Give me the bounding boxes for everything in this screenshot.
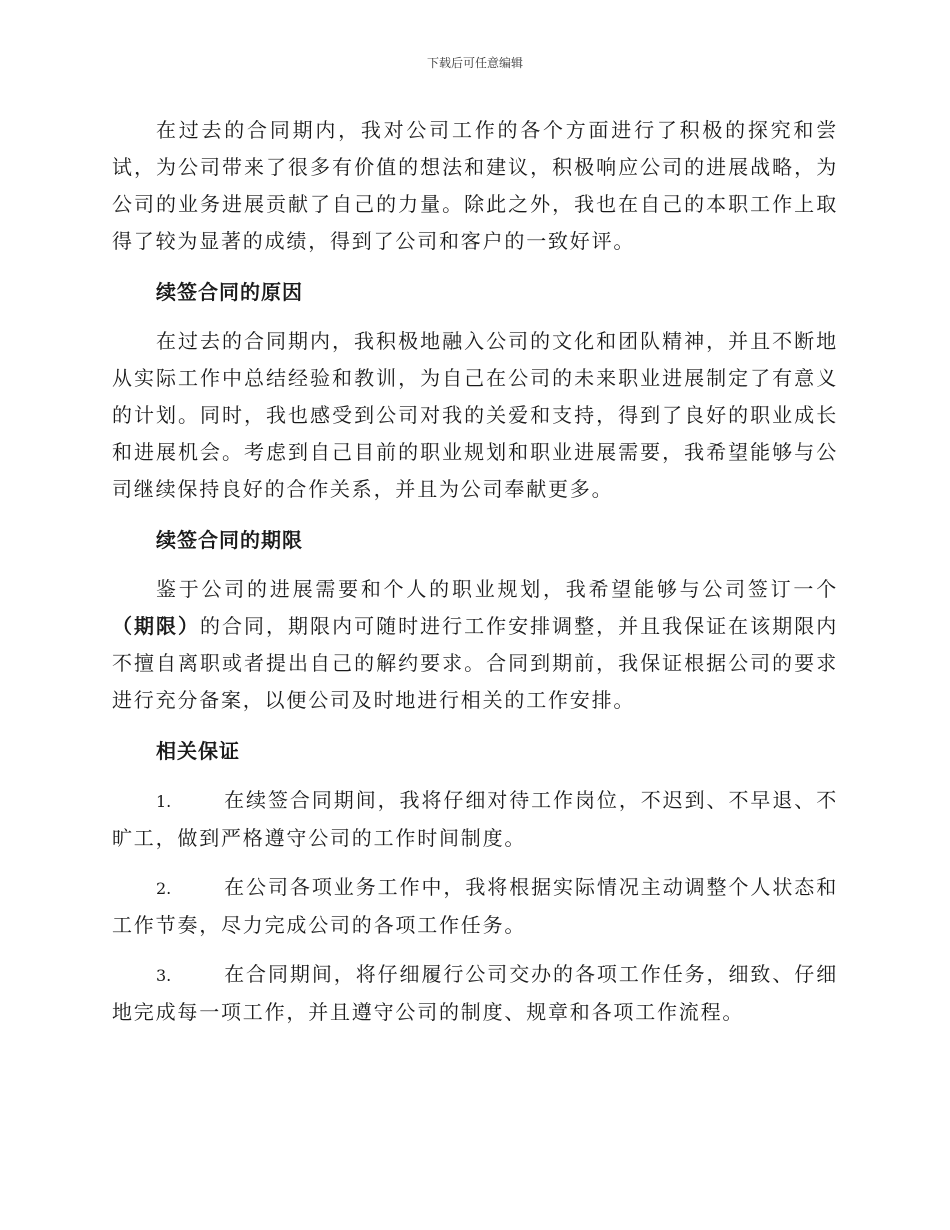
intro-paragraph: 在过去的合同期内，我对公司工作的各个方面进行了积极的探究和尝试，为公司带来了很多有价值的想法和建议，积极响应公司的进展战略，为公司的业务进展贡献了自己的力量。除此之外，我也在自己的本职工作上取得了较为显著的成绩，得到了公司和客户的一致好评。: [112, 118, 838, 253]
term-text-before: 鉴于公司的进展需要和个人的职业规划，我希望能够与公司签订一个: [156, 577, 838, 601]
list-number: 3.: [156, 966, 172, 985]
list-item: [112, 782, 838, 857]
section-heading-guarantees: 相关保证: [156, 739, 240, 763]
section-heading-renewal-reason: 续签合同的原因: [156, 280, 303, 304]
list-item-text: 在公司各项业务工作中，我将根据实际情况主动调整个人状态和工作节奏，尽力完成公司的各项工作任务。: [112, 875, 838, 937]
renewal-term-paragraph: [112, 571, 838, 719]
list-item: [112, 956, 838, 1031]
list-item: [112, 869, 838, 944]
term-text-after: 的合同，期限内可随时进行工作安排调整，并且我保证在该期限内不擅自离职或者提出自己的解约要求。合同到期前，我保证根据公司的要求进行充分备案，以便公司及时地进行相关的工作安排。: [112, 614, 838, 712]
term-placeholder: （期限）: [112, 614, 201, 638]
list-number: 2.: [156, 879, 172, 898]
page-header: 下载后可任意编辑: [426, 56, 523, 70]
section-heading-renewal-term: 续签合同的期限: [156, 528, 303, 552]
list-item-text: 在合同期间，将仔细履行公司交办的各项工作任务，细致、仔细地完成每一项工作，并且遵守公司的制度、规章和各项工作流程。: [112, 962, 838, 1024]
list-number: 1.: [156, 792, 172, 811]
document-body: [112, 112, 838, 1031]
list-item-text: 在续签合同期间，我将仔细对待工作岗位，不迟到、不早退、不旷工，做到严格遵守公司的工作时间制度。: [112, 788, 838, 850]
renewal-reason-paragraph: 在过去的合同期内，我积极地融入公司的文化和团队精神，并且不断地从实际工作中总结经验和教训，为自己在公司的未来职业进展制定了有意义的计划。同时，我也感受到公司对我的关爱和支持，得到了良好的职业成长和进展机会。考虑到自己目前的职业规划和职业进展需要，我希望能够与公司继续保持良好的合作关系，并且为公司奉献更多。: [112, 329, 838, 501]
